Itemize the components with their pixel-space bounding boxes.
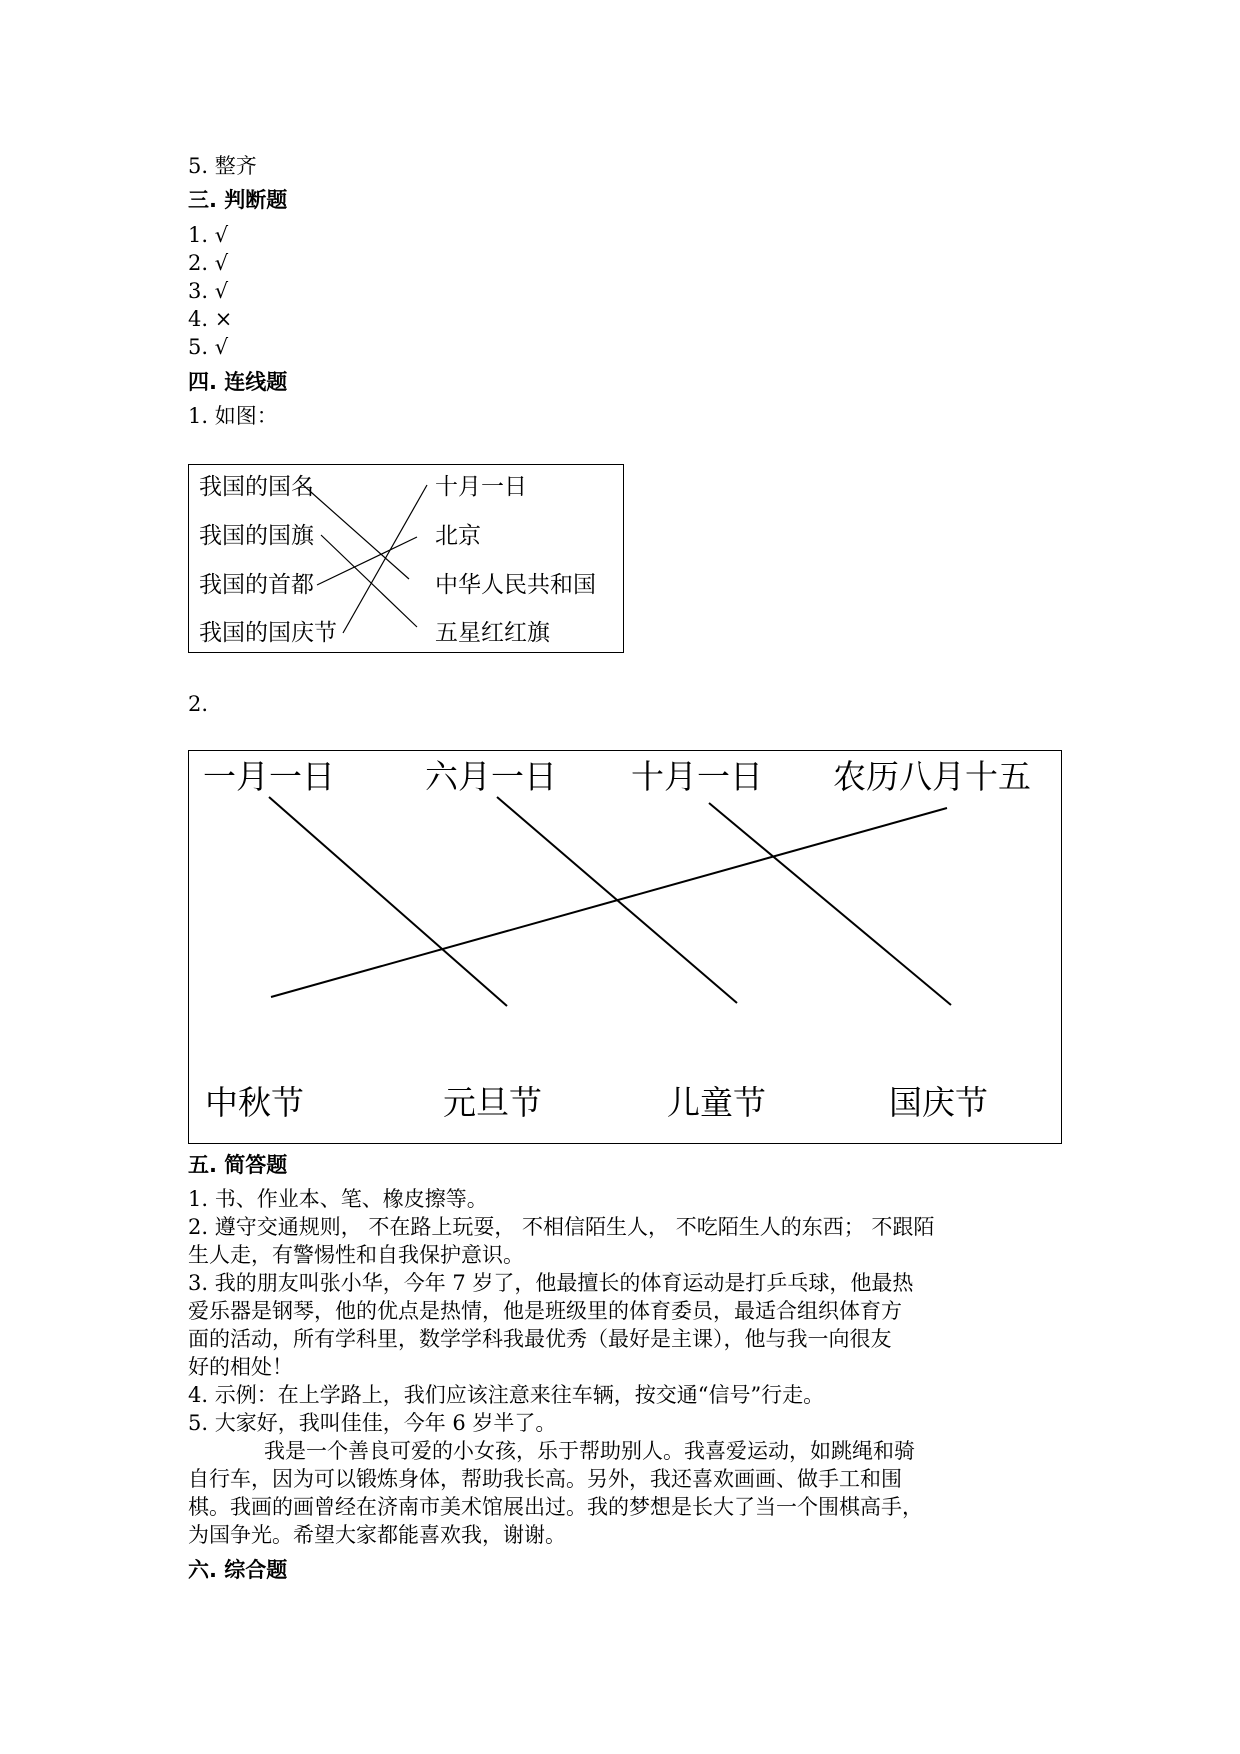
left-item: 我国的国庆节 [199,620,337,646]
right-item: 中华人民共和国 [435,572,596,598]
question-label: 1. 如图： [188,404,278,428]
answer-line: 面的活动，所有学科里，数学学科我最优秀（最好是主课），他与我一向很友 [188,1327,892,1351]
answer-line: 爱乐器是钢琴，他的优点是热情，他是班级里的体育委员，最适合组织体育方 [188,1299,902,1323]
answer-line: 好的相处！ [188,1355,293,1379]
right-item: 北京 [435,523,481,549]
section-heading-judgement: 三. 判断题 [188,188,288,212]
festival-item: 儿童节 [667,1083,766,1122]
question-label: 2. [188,692,209,716]
answer-line: 棋。我画的画曾经在济南市美术馆展出过。我的梦想是长大了当一个围棋高手， [188,1495,923,1519]
section-heading-matching: 四. 连线题 [188,370,288,394]
answer-line: 为国争光。希望大家都能喜欢我，谢谢。 [188,1523,566,1547]
answer-line: 3. 我的朋友叫张小华，今年 7 岁了，他最擅长的体育运动是打乒乓球，他最热 [188,1271,914,1295]
answer-line: 2. 遵守交通规则， 不在路上玩耍， 不相信陌生人， 不吃陌生人的东西； 不跟陌 [188,1215,935,1239]
date-item: 一月一日 [203,757,335,796]
answer-line: 我是一个善良可爱的小女孩，乐于帮助别人。我喜爱运动，如跳绳和骑 [264,1439,915,1463]
left-item: 我国的国名 [199,474,314,500]
answer-line: 2. √ [188,251,229,275]
answer-line: 自行车，因为可以锻炼身体，帮助我长高。另外，我还喜欢画画、做手工和围 [188,1467,902,1491]
festival-item: 国庆节 [889,1083,988,1122]
section-heading-comprehensive: 六. 综合题 [188,1558,288,1582]
match-line [709,803,951,1005]
answer-line: 4. 示例：在上学路上，我们应该注意来往车辆，按交通“信号”行走。 [188,1383,825,1407]
match-line [269,797,507,1006]
answer-line: 1. √ [188,223,229,247]
date-item: 农历八月十五 [833,757,1031,796]
answer-line: 生人走，有警惕性和自我保护意识。 [188,1243,524,1267]
section-heading-short-answer: 五. 简答题 [188,1153,288,1177]
matching-diagram-2 [188,750,1062,1144]
match-line [317,537,417,585]
answer-line: 1. 书、作业本、笔、橡皮擦等。 [188,1187,488,1211]
match-line [271,808,947,997]
answer-line: 5. 整齐 [188,154,257,178]
festival-item: 中秋节 [205,1083,304,1122]
answer-line: 5. 大家好，我叫佳佳，今年 6 岁半了。 [188,1411,557,1435]
left-item: 我国的国旗 [199,523,314,549]
right-item: 五星红红旗 [435,620,550,646]
answer-line: 5. √ [188,335,229,359]
left-item: 我国的首都 [199,572,314,598]
answer-line: 4. × [188,307,233,331]
festival-item: 元旦节 [443,1083,542,1122]
match-line [343,485,427,633]
right-item: 十月一日 [435,474,527,500]
date-item: 六月一日 [425,757,557,796]
answer-line: 3. √ [188,279,229,303]
match-line [321,535,417,627]
matching-diagram-1 [188,464,624,653]
date-item: 十月一日 [631,757,763,796]
match-line [303,485,409,579]
